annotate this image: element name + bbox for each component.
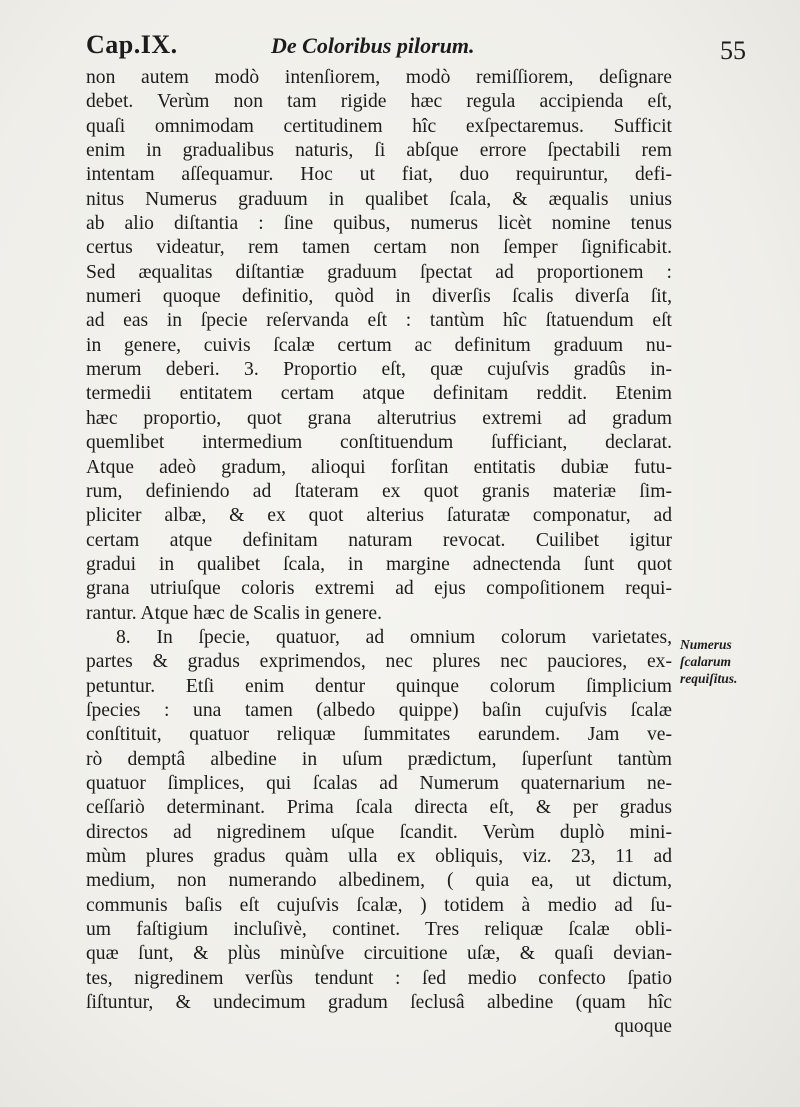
text-line: rum, definiendo ad ſtateram ex quot granis materiæ ſim- — [86, 480, 672, 502]
text-line: debet. Verùm non tam rigide hæc regula accipienda eſt, — [86, 91, 672, 113]
text-line: termedii entitatem certam atque definitam reddit. Etenim — [86, 383, 672, 405]
text-line: ſiſtuntur, & undecimum gradum ſeclusâ albedine (quam hîc — [86, 992, 672, 1014]
text-line: ſpecies : una tamen (albedo quippe) baſin cujuſvis ſcalæ — [86, 699, 672, 721]
text-line: rò demptâ albedine in uſum prædictum, ſuperſunt tantùm — [86, 748, 672, 770]
text-line: pliciter albæ, & ex quot alterius ſaturatæ componatur, ad — [86, 505, 672, 527]
text-line: intentam aſſequamur. Hoc ut fiat, duo requiruntur, defi- — [86, 164, 672, 186]
text-line: rantur. Atque hæc de Scalis in genere. — [86, 602, 383, 624]
text-line: quaſi omnimodam certitudinem hîc exſpectaremus. Sufficit — [86, 115, 672, 137]
text-line: Atque adeò gradum, alioqui forſitan entitatis dubiæ futu- — [86, 456, 672, 478]
text-line: ceſſariò determinant. Prima ſcala directa eſt, & per gradus — [86, 797, 672, 819]
text-line: partes & gradus exprimendos, nec plures nec pauciores, ex- — [86, 651, 672, 673]
text-line: numeri quoque definitio, quòd in diverſis ſcalis diverſa ſit, — [86, 286, 672, 308]
text-line: conſtituit, quatuor reliquæ ſummitates earundem. Jam ve- — [86, 724, 672, 746]
text-line: mùm plures gradus quàm ulla ex obliquis, viz. 23, 11 ad — [86, 846, 672, 867]
text-line: grana utriuſque coloris extremi ad ejus compoſitionem requi- — [86, 578, 672, 600]
text-line: nitus Numerus graduum in qualibet ſcala, & æqualis unius — [86, 188, 672, 210]
running-title: De Coloribus pilorum. — [271, 33, 475, 58]
margin-note-line: Numerus — [680, 637, 732, 652]
paragraph-start-line: 8. In ſpecie, quatuor, ad omnium colorum varietates, — [116, 626, 672, 648]
text-line: quemlibet intermedium conſtituendum ſufficiant, declarat. — [86, 432, 672, 454]
text-line: certus videatur, rem tamen certam non ſemper ſignificabit. — [86, 237, 672, 259]
chapter-label: Cap.IX. — [86, 30, 178, 59]
margin-note — [680, 636, 780, 687]
margin-note-line: requiſitus. — [680, 671, 738, 686]
text-line: medium, non numerando albedinem, ( quia ea, ut dictum, — [86, 870, 672, 892]
text-line: ad eas in ſpecie reſervanda eſt : tantùm hîc ſtatuendum eſt — [86, 310, 672, 332]
text-line: quæ ſunt, & plùs minùſve circuitione uſæ, & quaſi devian- — [86, 943, 672, 965]
text-line: directos ad nigredinem uſque ſcandit. Verùm duplò mini- — [86, 821, 672, 843]
text-line: hæc proportio, quot grana alterutrius extremi ad gradum — [86, 407, 672, 429]
text-line: tes, nigredinem verſùs tendunt : ſed medio confecto ſpatio — [86, 967, 672, 989]
text-line: certam atque definitam naturam revocat. Cuilibet igitur — [86, 529, 672, 551]
text-line: merum deberi. 3. Proportio eſt, quæ cujuſvis gradûs in- — [86, 359, 672, 381]
body-text — [86, 66, 672, 1040]
catchword: quoque — [614, 1016, 672, 1038]
text-line: petuntur. Etſi enim dentur quinque colorum ſimplicium — [86, 675, 672, 697]
text-line: Sed æqualitas diſtantiæ graduum ſpectat ad proportionem : — [86, 261, 672, 283]
text-line: um faſtigium incluſivè, continet. Tres reliquæ ſcalæ obli- — [86, 919, 672, 941]
text-line: ab alio diſtantia : ſine quibus, numerus licèt nomine tenus — [86, 213, 672, 235]
text-line: quatuor ſimplices, qui ſcalas ad Numerum quaternarium ne- — [86, 772, 672, 794]
text-line: communis baſis eſt cujuſvis ſcalæ, ) totidem à medio ad ſu- — [86, 894, 672, 916]
text-line: in genere, cuivis ſcalæ certum ac definitum graduum nu- — [86, 334, 672, 356]
page-number: 55 — [720, 36, 746, 65]
text-line: non autem modò intenſiorem, modò remiſſiorem, deſignare — [86, 67, 672, 88]
text-line: gradui in qualibet ſcala, in margine adnectenda ſunt quot — [86, 553, 672, 575]
margin-note-line: ſcalarum — [680, 654, 732, 669]
text-line: enim in gradualibus naturis, ſi abſque errore ſpectabili rem — [86, 140, 672, 162]
page-header — [86, 30, 746, 64]
